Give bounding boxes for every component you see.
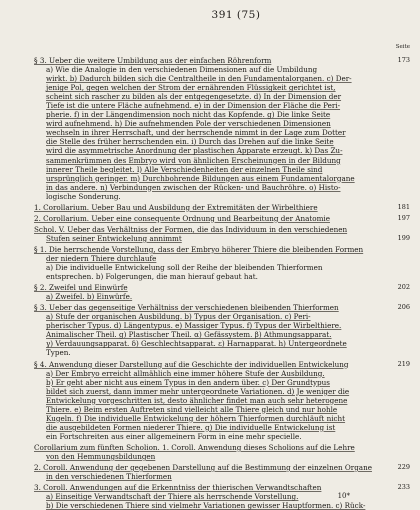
toc-entry-line: die Stelle des früher herrschenden ein. i) Durch das Drehen auf die linke Seite <box>46 137 334 147</box>
toc-entry-line: Tiefe ist die untere Fläche aufnehmend. e) in der Dimension der Fläche die Peri- <box>46 101 341 111</box>
toc-entry-title: 2. Coroll. Anwendung der gegebenen Darstellung auf die Bestimmung der einzelnen Organe <box>34 463 372 473</box>
toc-entry-line: a) Der Embryo erreicht allmählich eine immer höhere Stufe der Ausbildung. <box>46 368 325 378</box>
toc-entry-line: Typen. <box>46 348 71 358</box>
toc-entry <box>34 303 410 357</box>
toc-entry-line: die ausgebildeten Formen niederer Thiere. g) Die individuelle Entwickelung ist <box>46 422 336 432</box>
toc-entry-line: wird aufnehmend. h) Die aufnehmenden Pole der verschiedenen Dimensionen <box>46 119 331 129</box>
toc-entry-line: innerer Theile begleitet. l) Alle Verschiedenheiten der einzelnen Theile sind <box>46 164 323 174</box>
signature-mark: 10* <box>337 492 350 500</box>
toc-entry-title: Corollarium zum fünften Scholion. 1. Coroll. Anwendung dieses Scholions auf die Lehre <box>34 442 355 452</box>
toc-entry-title: § 2. Zweifel und Einwürfe <box>34 283 128 293</box>
toc-entry-line: Kugeln. f) Die individuelle Entwickelung der höhern Thierformen durchläuft nicht <box>46 413 346 423</box>
toc-entry-page: 229 <box>397 463 410 472</box>
toc-entry-line: logische Sonderung. <box>46 191 121 201</box>
toc-entry-line: a) Zweifel. b) Einwürfe. <box>46 292 133 302</box>
toc-entry-line: ein Fortschreiten aus einer allgemeinern Form in eine mehr specielle. <box>46 431 302 441</box>
toc-entry-line: ursprünglich geringer. m) Durchbohrende Bildungen aus einem Fundamentalorgane <box>46 173 355 183</box>
toc-entry-line: wirkt. b) Dadurch bilden sich die Centraltheile in den Fundamentalorganen. c) Der- <box>46 74 352 84</box>
toc-entry <box>34 225 410 243</box>
toc-entry-line: jenige Pol, gegen welchen der Strom der ernährenden Flüssigkeit gerichtet ist, <box>46 83 336 93</box>
toc-entry <box>34 360 410 441</box>
table-of-contents <box>34 56 410 510</box>
toc-entry-line: a) Wie die Analogie in den verschiedenen Dimensionen auf die Umbildung <box>46 65 318 75</box>
toc-entry-line: in das andere. n) Verbindungen zwischen der Rücken- und Bauchröhre. o) Histo- <box>46 182 341 192</box>
page-header: 391 (75) <box>211 9 261 21</box>
toc-entry-line: a) Die individuelle Entwickelung soll der Reihe der bleibenden Thierformen <box>46 263 323 273</box>
toc-entry-page: 197 <box>397 213 410 222</box>
toc-entry-title: Schol. V. Ueber das Verhältniss der Formen, die das Individuum in den verschiedenen <box>34 224 348 234</box>
toc-entry-line: scheint sich rascher zu bilden als der entgegengesetzte. d) In der Dimension der <box>46 92 342 102</box>
toc-entry-line: wird die asymmetrische Anordnung der plastischen Apparate erzeugt. k) Das Zu- <box>46 146 343 156</box>
toc-entry-line: a) Stufe der organischen Ausbildung. b) Typus der Organisation. c) Peri- <box>46 312 311 322</box>
toc-entry-line: Stufen seiner Entwickelung annimmt <box>46 233 182 243</box>
toc-entry-page: 173 <box>397 56 410 64</box>
toc-entry-title: § 3. Ueber das gegenseitige Verhältniss der verschiedenen bleibenden Thierformen <box>34 303 339 313</box>
toc-entry-line: b) Die verschiedenen Thiere sind vielmehr Variationen gewisser Hauptformen. c) Rück- <box>46 501 366 510</box>
toc-entry-title: § 4. Anwendung dieser Darstellung auf die Geschichte der individuellen Entwickelung <box>34 359 349 369</box>
toc-entry <box>34 443 410 461</box>
toc-entry-line: a) Einseitige Verwandtschaft der Thiere als herrschende Vorstellung. <box>46 492 299 502</box>
toc-entry-line: sammenkrümmen des Embryo wird von ähnlichen Erscheinungen in der Bildung <box>46 155 341 165</box>
toc-entry-title: 3. Coroll. Anwendungen auf die Erkenntniss der thierischen Verwandtschaften <box>34 483 322 493</box>
toc-entry-line: der niedern Thiere durchlaufe <box>46 253 157 263</box>
toc-entry <box>34 56 410 201</box>
toc-entry-title: § 1. Die herrschende Vorstellung, dass der Embryo höherer Thiere die bleibenden Formen <box>34 244 364 254</box>
toc-entry-line: Animalischer Theil. g) Plastischer Theil. α) Gefässystem. β) Athmungsapparat. <box>46 330 332 340</box>
toc-entry-line: wechseln in ihrer Herrschaft, und der herrschende nimmt in der Lage zum Dotter <box>46 128 346 138</box>
toc-entry <box>34 463 410 481</box>
toc-entry-line: in den verschiedenen Thierformen <box>46 472 172 482</box>
toc-entry-page: 202 <box>397 283 410 292</box>
toc-entry-line: entsprechen. b) Folgerungen, die man hierauf gebaut hat. <box>46 272 258 282</box>
toc-entry-page: 233 <box>397 483 410 492</box>
toc-entry-title: § 3. Ueber die weitere Umbildung aus der einfachen Röhrenform <box>34 56 272 65</box>
toc-entry <box>34 203 410 212</box>
toc-entry-line: pherischer Typus. d) Längentypus. e) Massiger Typus. f) Typus der Wirbelthiere. <box>46 321 342 331</box>
toc-entry-page: 219 <box>397 359 410 368</box>
toc-entry-page: 206 <box>397 303 410 312</box>
toc-entry-line: von den Hemmungsbildungen <box>46 451 156 461</box>
column-head-seite: Seite <box>395 44 410 50</box>
toc-entry-line: pherie. f) in der Längendimension noch nicht das Kopfende. g) Die linke Seite <box>46 110 331 120</box>
toc-entry <box>34 283 410 301</box>
toc-entry-line: γ) Verdauungsapparat. δ) Geschlechtsapparat. ε) Harnapparat. h) Untergeordnete <box>46 339 347 349</box>
toc-entry-line: bildet sich zuerst, dann immer mehr untergeordnete Variationen. d) Je weniger die <box>46 386 350 396</box>
toc-entry <box>34 483 410 510</box>
toc-entry <box>34 214 410 223</box>
toc-entry-title: 2. Corollarium. Ueber eine consequente Ordnung und Bearbeitung der Anatomie <box>34 213 330 223</box>
toc-entry-page: 199 <box>397 233 410 242</box>
toc-entry-line: b) Er geht aber nicht aus einem Typus in den andern über. c) Der Grundtypus <box>46 377 330 387</box>
toc-entry-page: 181 <box>397 202 410 211</box>
toc-entry-title: 1. Corollarium. Ueber Bau und Ausbildung der Extremitäten der Wirbelthiere <box>34 202 318 212</box>
toc-entry-line: Entwickelung vorgeschritten ist, desto ähnlicher findet man auch sehr heterogene <box>46 395 348 405</box>
toc-entry-line: Thiere. e) Beim ersten Auftreten sind vielleicht alle Thiere gleich und nur hohle <box>46 404 338 414</box>
toc-entry <box>34 245 410 281</box>
